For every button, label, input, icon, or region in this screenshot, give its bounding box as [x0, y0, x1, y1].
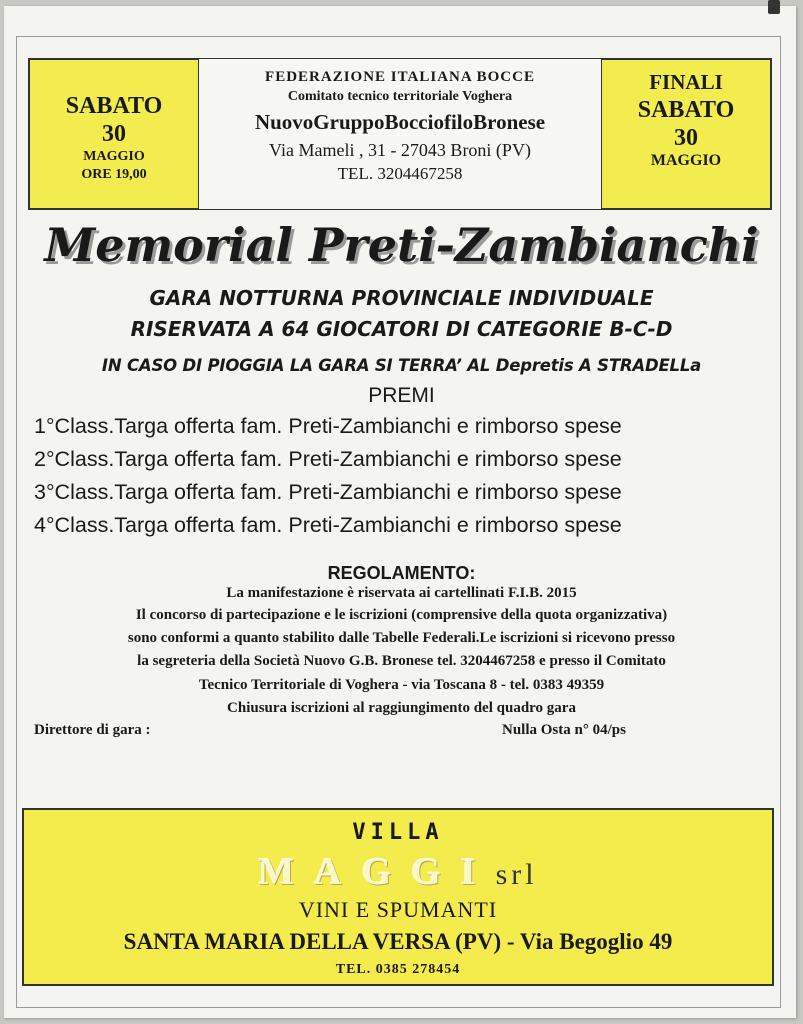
- federation-name: FEDERAZIONE ITALIANA BOCCE: [265, 69, 535, 85]
- committee-name: Comitato tecnico territoriale Voghera: [287, 89, 513, 104]
- left-date: 30: [102, 121, 126, 147]
- date-box-right: [601, 59, 771, 209]
- rain-notice: IN CASO DI PIOGGIA LA GARA SI TERRA’ AL Depretis A STRADELLa: [101, 356, 702, 375]
- sponsor-products: VINI E SPUMANTI: [298, 897, 498, 922]
- left-day: SABATO: [65, 93, 163, 119]
- sponsor-phone: TEL. 0385 278454: [335, 962, 461, 977]
- rules-line: Tecnico Territoriale di Voghera - via Toscana 8 - tel. 0383 49359: [198, 677, 605, 693]
- sponsor-logo: [24, 850, 772, 894]
- event-subtitle-1: GARA NOTTURNA PROVINCIALE INDIVIDUALE: [149, 286, 654, 310]
- permit-number: Nulla Osta n° 04/ps: [502, 722, 626, 738]
- sponsor-box: [22, 808, 774, 986]
- left-month: MAGGIO: [83, 149, 145, 164]
- club-name: NuovoGruppoBocciofiloBronese: [254, 110, 546, 134]
- rules-line: sono conformi a quanto stabilito dalle Tabelle Federali.Le iscrizioni si ricevono presso: [127, 630, 676, 646]
- rules-line: la segreteria della Società Nuovo G.B. Bronese tel. 3204467258 e presso il Comitato: [137, 653, 666, 669]
- prize-item: 4°Class.Targa offerta fam. Preti-Zambianchi e rimborso spese: [34, 513, 622, 537]
- rules-line: Il concorso di partecipazione e le iscrizioni (comprensive della quota organizzativa): [135, 607, 668, 623]
- right-label: FINALI: [649, 70, 723, 94]
- left-time: ORE 19,00: [81, 167, 147, 182]
- sponsor-address: SANTA MARIA DELLA VERSA (PV) - Via Begoglio 49: [123, 929, 673, 954]
- prize-item: 2°Class.Targa offerta fam. Preti-Zambianchi e rimborso spese: [34, 447, 622, 471]
- club-address: Via Mameli , 31 - 27043 Broni (PV): [269, 140, 531, 160]
- right-day: SABATO: [637, 97, 735, 123]
- prize-item: 1°Class.Targa offerta fam. Preti-Zambianchi e rimborso spese: [34, 414, 622, 438]
- sponsor-villa: VILLA: [352, 820, 444, 845]
- rules-heading: REGOLAMENTO:: [327, 563, 476, 583]
- sponsor-srl: srl: [495, 858, 538, 891]
- prize-item: 3°Class.Targa offerta fam. Preti-Zambianchi e rimborso spese: [34, 480, 622, 504]
- right-month: MAGGIO: [650, 152, 722, 169]
- prizes-heading: PREMI: [368, 384, 435, 407]
- right-date: 30: [674, 125, 698, 151]
- corner-mark: [768, 0, 780, 14]
- organizer-info: [199, 59, 601, 209]
- event-subtitle-2: RISERVATA A 64 GIOCATORI DI CATEGORIE B-C-D: [130, 317, 673, 341]
- header-banner: [28, 58, 772, 210]
- club-phone: TEL. 3204467258: [337, 164, 463, 183]
- rules-line: La manifestazione è riservata ai cartellinati F.I.B. 2015: [226, 585, 577, 601]
- date-box-left: [29, 59, 199, 209]
- race-director-label: Direttore di gara :: [34, 722, 151, 738]
- sponsor-maggi: MAGGI: [258, 851, 496, 893]
- rules-line: Chiusura iscrizioni al raggiungimento del quadro gara: [227, 700, 576, 716]
- event-title: Memorial Preti-Zambianchi: [44, 218, 759, 272]
